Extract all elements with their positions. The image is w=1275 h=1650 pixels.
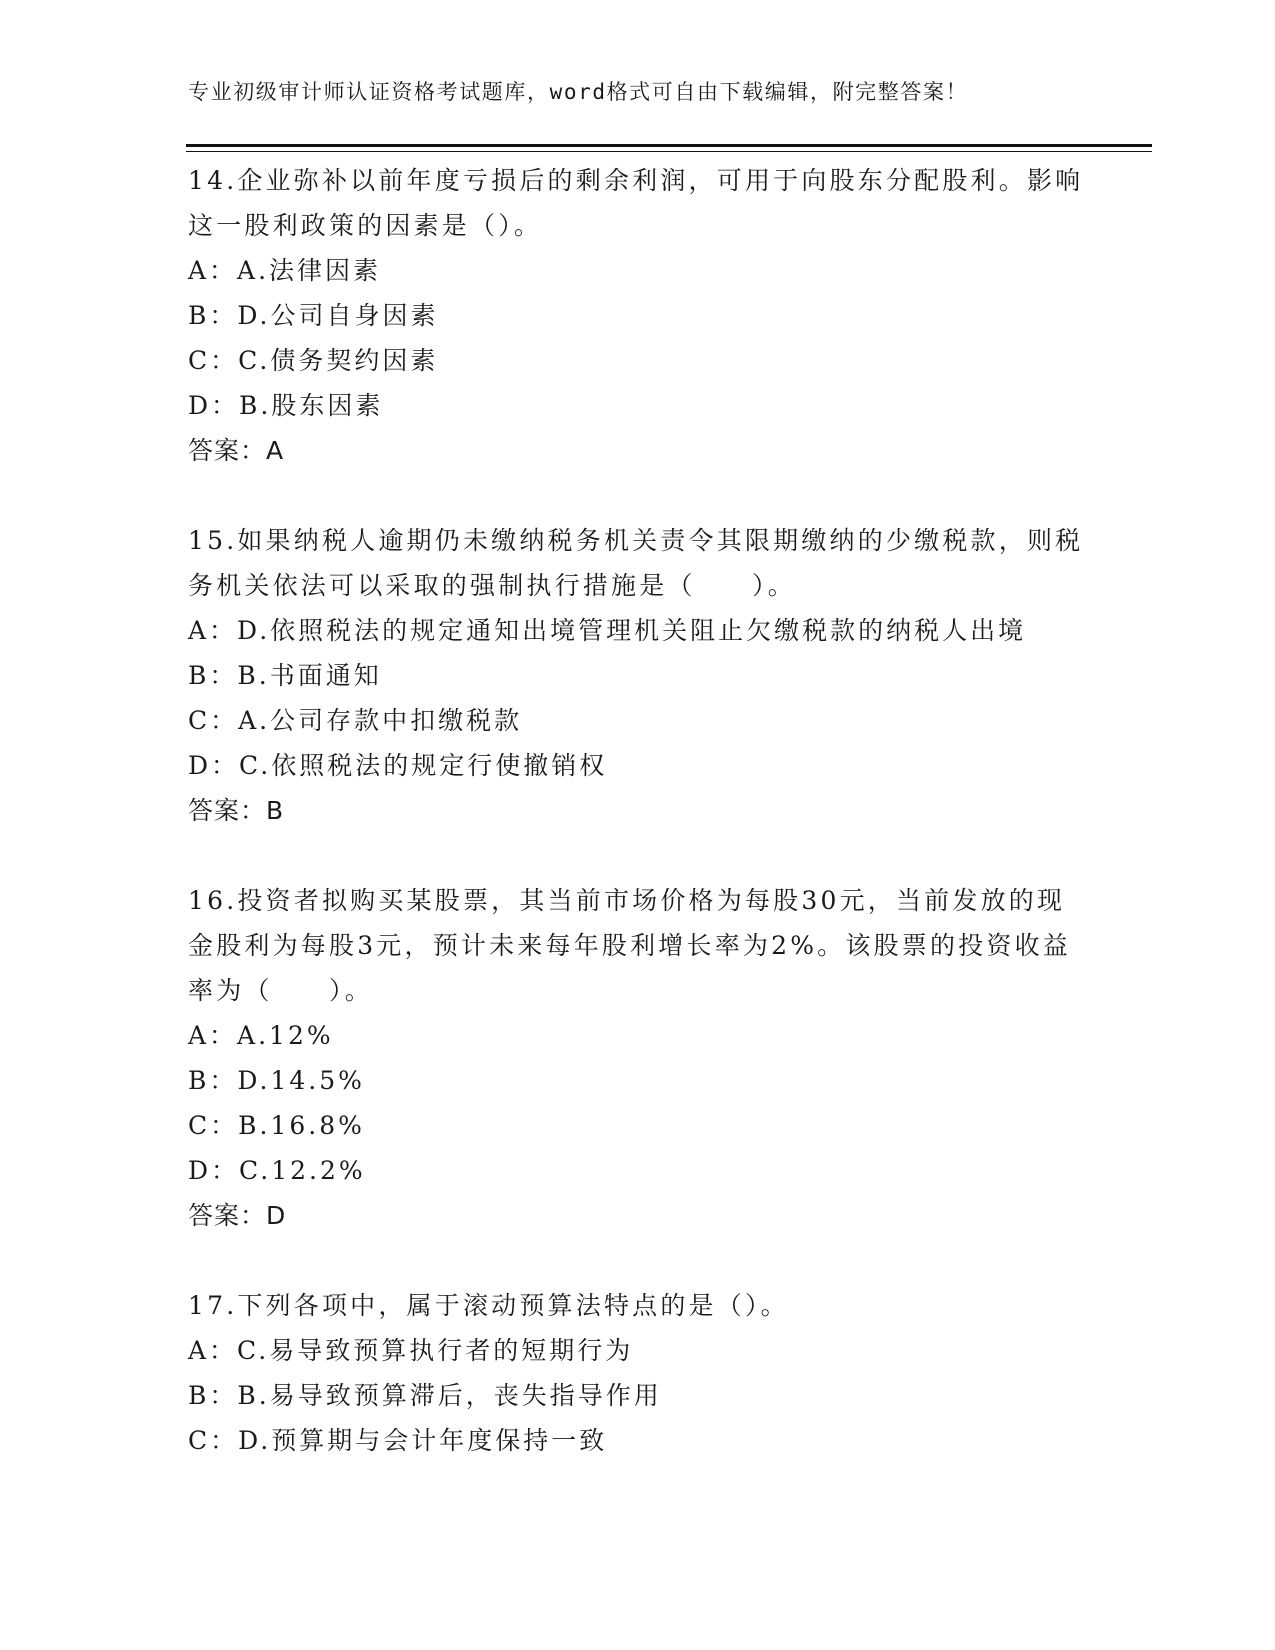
option-b: B：B.书面通知 — [188, 661, 382, 690]
header-divider-thick — [186, 144, 1152, 147]
question-14 — [188, 158, 1088, 473]
question-15 — [188, 518, 1088, 833]
document-header: 专业初级审计师认证资格考试题库，word格式可自由下载编辑，附完整答案！ — [188, 80, 969, 104]
option-d: D：C.12.2% — [188, 1156, 366, 1185]
option-a: A：A.12% — [188, 1021, 334, 1050]
answer: 答案：B — [188, 796, 285, 825]
spacer — [188, 833, 1088, 878]
option-b: B：D.公司自身因素 — [188, 301, 439, 330]
option-c: C：C.债务契约因素 — [188, 346, 439, 375]
spacer — [188, 473, 1088, 518]
answer: 答案：D — [188, 1201, 287, 1230]
header-divider-thin — [186, 151, 1152, 152]
option-b: B：D.14.5% — [188, 1066, 365, 1095]
option-c: C：D.预算期与会计年度保持一致 — [188, 1426, 608, 1455]
question-stem: 14.企业弥补以前年度亏损后的剩余利润，可用于向股东分配股利。影响这一股利政策的因素是（）。 — [188, 166, 1084, 240]
option-d: D：B.股东因素 — [188, 391, 384, 420]
option-d: D：C.依照税法的规定行使撤销权 — [188, 751, 608, 780]
option-c: C：B.16.8% — [188, 1111, 365, 1140]
question-list — [188, 158, 1088, 1463]
option-a: A：A.法律因素 — [188, 256, 382, 285]
question-17 — [188, 1283, 1088, 1463]
option-b: B：B.易导致预算滞后，丧失指导作用 — [188, 1381, 662, 1410]
question-stem: 16.投资者拟购买某股票，其当前市场价格为每股30元，当前发放的现金股利为每股3元，预计未来每年股利增长率为2%。该股票的投资收益率为（ ）。 — [188, 886, 1071, 1005]
question-stem: 15.如果纳税人逾期仍未缴纳税务机关责令其限期缴纳的少缴税款，则税务机关依法可以采取的强制执行措施是（ ）。 — [188, 526, 1084, 600]
question-stem: 17.下列各项中，属于滚动预算法特点的是（）。 — [188, 1291, 789, 1320]
option-a: A：C.易导致预算执行者的短期行为 — [188, 1336, 634, 1365]
question-16 — [188, 878, 1088, 1238]
answer: 答案：A — [188, 436, 285, 465]
spacer — [188, 1238, 1088, 1283]
option-a: A：D.依照税法的规定通知出境管理机关阻止欠缴税款的纳税人出境 — [188, 616, 1027, 645]
option-c: C：A.公司存款中扣缴税款 — [188, 706, 523, 735]
